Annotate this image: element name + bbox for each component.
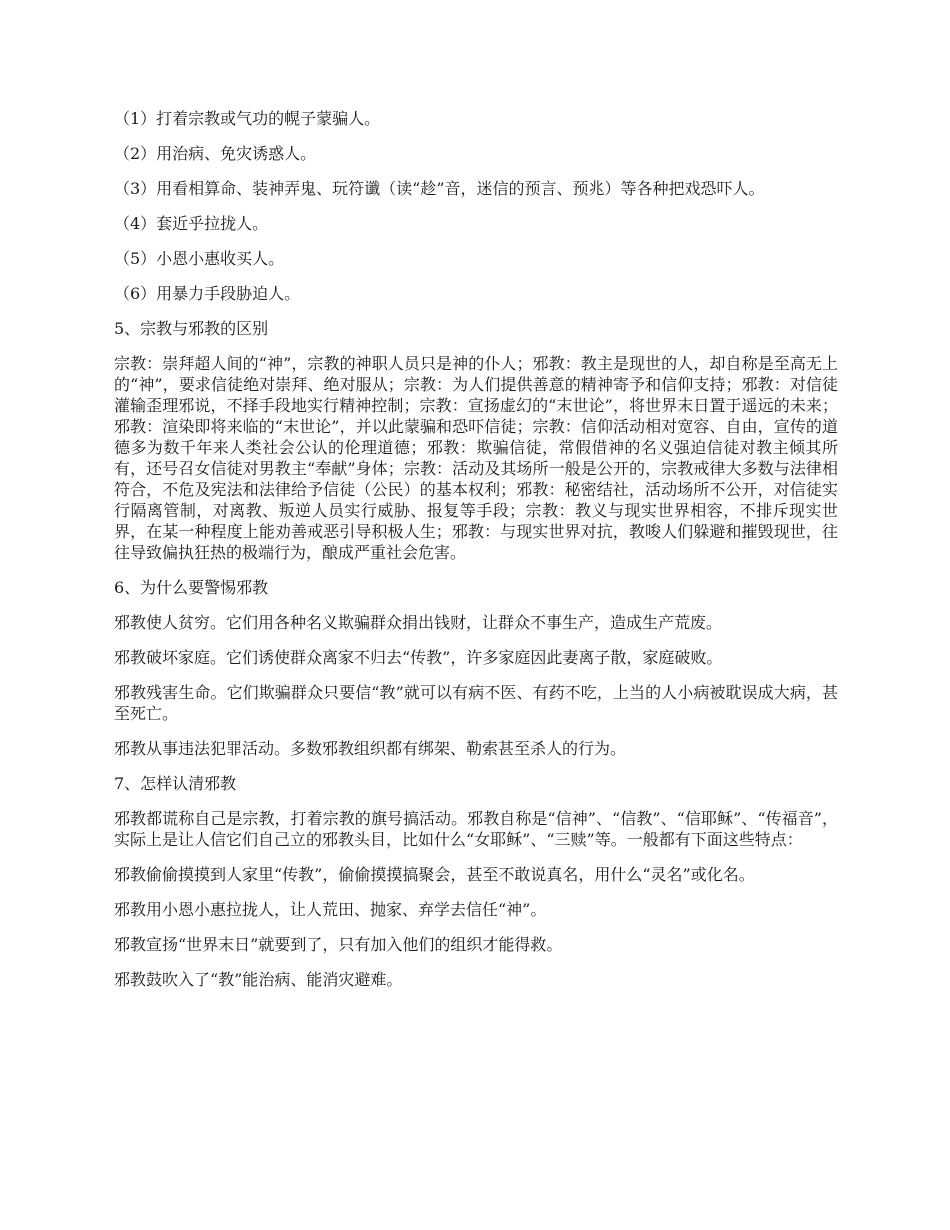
list-item: （5）小恩小惠收买人。	[114, 249, 285, 268]
section-heading: 7、怎样认清邪教	[114, 774, 237, 793]
body-paragraph: 邪教从事违法犯罪活动。多数邪教组织都有绑架、勒索甚至杀人的行为。	[114, 739, 627, 758]
list-item: （1）打着宗教或气功的幌子蒙骗人。	[114, 109, 381, 128]
body-paragraph: 宗教：崇拜超人间的“神”，宗教的神职人员只是神的仆人；邪教：教主是现世的人，却自称是至高无上的“神”，要求信徒绝对崇拜、绝对服从；宗教：为人们提供善意的精神寄予和信仰支持；邪教：对信徒灌输歪理邪说，不择手段地实行精神控制；宗教：宣扬虚幻的“末世论”，将世界末日置于遥远的未来；邪教：渲染即将来临的“末世论”，并以此蒙骗和恐吓信徒；宗教：信仰活动相对宽容、自由，宣传的道德多为数千年来人类社会公认的伦理道德；邪教：欺骗信徒，常假借神的名义强迫信徒对教主倾其所有，还号召女信徒对男教主“奉献”身体；宗教：活动及其场所一般是公开的，宗教戒律大多数与法律相符合，不危及宪法和法律给予信徒（公民）的基本权利；邪教：秘密结社，活动场所不公开，对信徒实行隔离管制，对离教、叛逆人员实行威胁、报复等手段；宗教：教义与现实世界相容，不排斥现实世界，在某一种程度上能劝善戒恶引导积极人生；邪教：与现实世界对抗，教唆人们躲避和摧毁现世，往往导致偏执狂热的极端行为，酿成严重社会危害。	[114, 354, 838, 562]
body-paragraph: 邪教偷偷摸摸到人家里“传教”，偷偷摸摸搞聚会，甚至不敢说真名，用什么“灵名”或化名。	[114, 865, 755, 884]
section-heading: 5、宗教与邪教的区别	[114, 319, 269, 338]
list-item: （6）用暴力手段胁迫人。	[114, 284, 301, 303]
list-item: （2）用治病、免灾诱惑人。	[114, 144, 317, 163]
body-paragraph: 邪教用小恩小惠拉拢人，让人荒田、抛家、弃学去信任“神”。	[114, 900, 547, 919]
body-paragraph: 邪教残害生命。它们欺骗群众只要信“教”就可以有病不医、有药不吃，上当的人小病被耽误成大病，甚至死亡。	[114, 683, 838, 723]
body-paragraph: 邪教鼓吹入了“教”能治病、能消灾避难。	[114, 970, 403, 989]
list-item: （3）用看相算命、装神弄鬼、玩符谶（读“趁”音，迷信的预言、预兆）等各种把戏恐吓人。	[114, 179, 765, 198]
body-paragraph: 邪教使人贫穷。它们用各种名义欺骗群众捐出钱财，让群众不事生产，造成生产荒废。	[114, 613, 723, 632]
body-paragraph: 邪教宣扬“世界末日”就要到了，只有加入他们的组织才能得救。	[114, 935, 563, 954]
section-heading: 6、为什么要警惕邪教	[114, 578, 269, 597]
body-paragraph: 邪教都谎称自己是宗教，打着宗教的旗号搞活动。邪教自称是“信神”、“信教”、“信耶稣”、“传福音”，实际上是让人信它们自己立的邪教头目，比如什么“女耶稣”、“三赎”等。一般都有下面这些特点：	[114, 809, 838, 849]
document-page	[114, 108, 838, 1004]
body-paragraph: 邪教破坏家庭。它们诱使群众离家不归去“传教”，许多家庭因此妻离子散，家庭破败。	[114, 648, 723, 667]
list-item: （4）套近乎拉拢人。	[114, 214, 269, 233]
